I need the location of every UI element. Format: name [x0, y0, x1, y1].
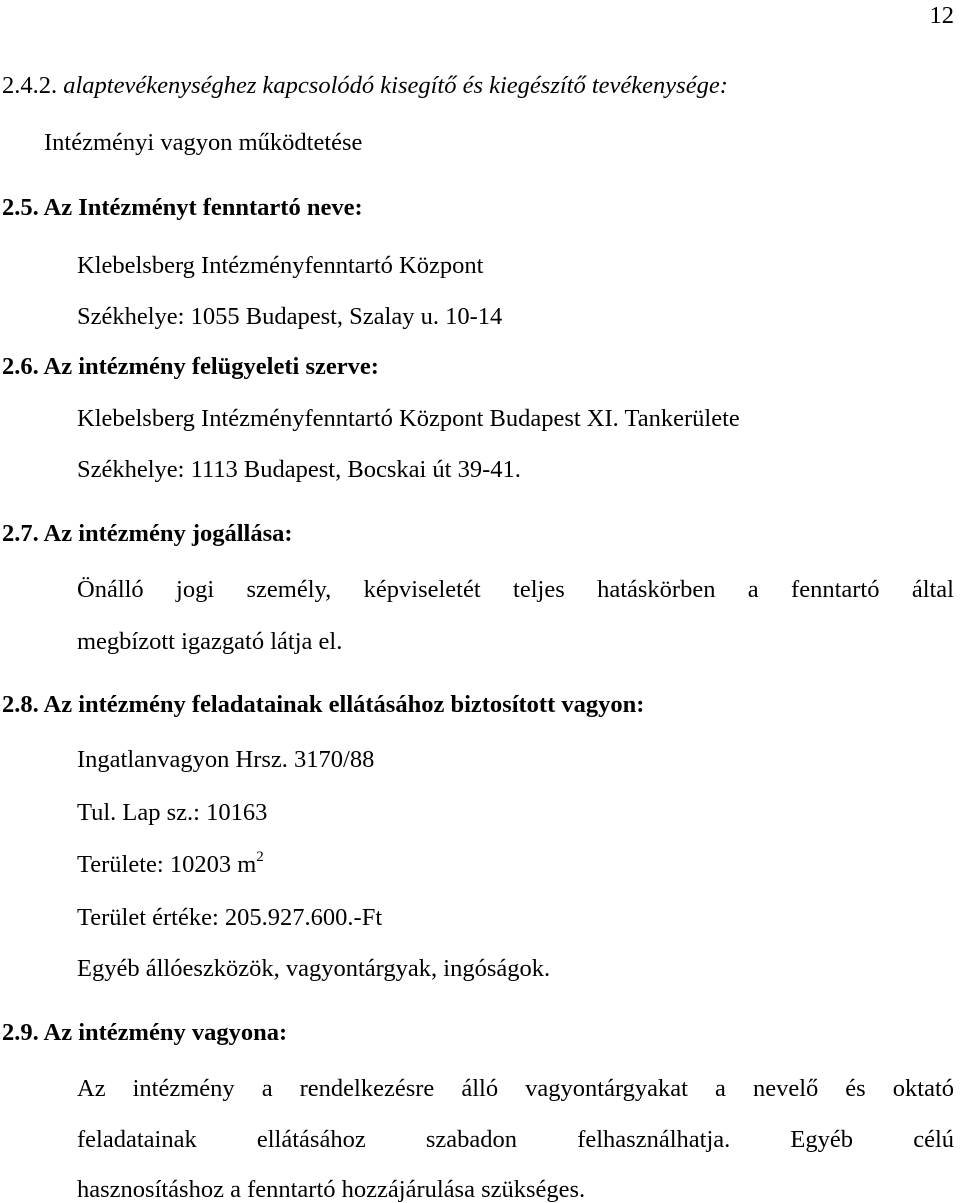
section-2-5-line-2: Székhelye: 1055 Budapest, Szalay u. 10-14 — [77, 303, 503, 330]
section-2-9-line-2: feladatainak ellátásához szabadon felhasználhatja. Egyéb célú — [77, 1126, 954, 1153]
section-2-4-2-heading — [2, 74, 728, 99]
section-2-7-heading: 2.7. Az intézmény jogállása: — [2, 520, 293, 547]
section-2-9-line-3: hasznosításhoz a fenntartó hozzájárulása szükséges. — [77, 1176, 586, 1203]
section-2-8-line-3 — [77, 849, 264, 878]
section-2-6-line-2: Székhelye: 1113 Budapest, Bocskai út 39-41. — [77, 456, 521, 483]
section-2-4-2-title: alaptevékenységhez kapcsolódó kisegítő és kiegészítő tevékenysége: — [63, 72, 728, 99]
section-2-8-line-4: Terület értéke: 205.927.600.-Ft — [77, 904, 383, 931]
section-2-9-line-1: Az intézmény a rendelkezésre álló vagyontárgyakat a nevelő és oktató — [77, 1075, 954, 1102]
section-2-5-line-1: Klebelsberg Intézményfenntartó Központ — [77, 252, 484, 279]
section-2-7-line-2: megbízott igazgató látja el. — [77, 628, 343, 655]
section-2-6-heading: 2.6. Az intézmény felügyeleti szerve: — [2, 353, 379, 380]
section-2-6-line-1: Klebelsberg Intézményfenntartó Központ Budapest XI. Tankerülete — [77, 405, 740, 432]
section-2-9-heading: 2.9. Az intézmény vagyona: — [2, 1019, 288, 1046]
section-2-7-line-1: Önálló jogi személy, képviseletét teljes hatáskörben a fenntartó által — [77, 576, 954, 603]
section-2-8-area-superscript: 2 — [256, 849, 264, 865]
section-2-8-line-2: Tul. Lap sz.: 10163 — [77, 799, 268, 826]
section-2-5-heading: 2.5. Az Intézményt fenntartó neve: — [2, 194, 363, 221]
section-2-8-line-1: Ingatlanvagyon Hrsz. 3170/88 — [77, 746, 375, 773]
section-2-4-2-line-1: Intézményi vagyon működtetése — [44, 129, 363, 156]
section-2-8-area: Területe: 10203 m — [77, 851, 257, 878]
section-2-8-heading: 2.8. Az intézmény feladatainak ellátásához biztosított vagyon: — [2, 691, 645, 718]
section-2-8-line-5: Egyéb állóeszközök, vagyontárgyak, ingóságok. — [77, 955, 551, 982]
page-number: 12 — [929, 2, 954, 29]
section-2-4-2-number: 2.4.2. — [2, 72, 58, 99]
